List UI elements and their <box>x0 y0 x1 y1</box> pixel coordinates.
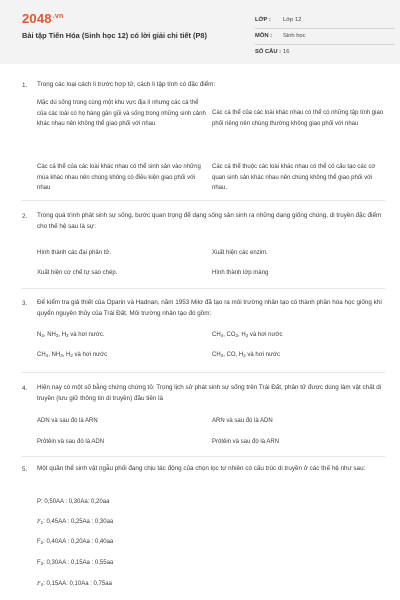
q5-genotype-row <box>37 537 207 549</box>
subscript: 4 <box>45 353 49 358</box>
site-logo[interactable] <box>22 11 63 26</box>
subscript: 2 <box>245 333 249 338</box>
meta-key: LỚP : <box>255 17 271 23</box>
divider <box>22 456 385 457</box>
subscript: 4 <box>220 333 224 338</box>
question-number: 5. <box>22 466 28 473</box>
formula-part: , NH <box>48 352 61 358</box>
formula-part: CH <box>212 332 221 338</box>
q4-option-b[interactable]: ARN và sau đó là ADN <box>212 418 273 424</box>
q5-genotype-row <box>37 558 207 570</box>
q5-genotype-row <box>37 517 207 529</box>
meta-key: MÔN : <box>255 33 273 39</box>
question-3-text: Để kiểm tra giả thiết của Oparin và Hadnan, năm 1953 Milơ đã tạo ra môi trường nhân tạo có thành phần hóa học giống khí quyển nguyên thủy của Trái Đất. Môi trường nhân tạo đó gồm: <box>37 299 383 317</box>
subscript: 4 <box>220 353 224 358</box>
genotype-values: : 0,50AA : 0,30Aa: 0,20aa <box>41 499 110 505</box>
q2-option-d[interactable]: Hình thành lớp màng <box>212 270 269 276</box>
question-number: 1. <box>22 82 28 89</box>
q4-option-a[interactable]: ADN và sau đó là ARN <box>37 418 98 424</box>
logo-text: 2048 <box>22 11 52 26</box>
meta-value: 16 <box>283 49 290 55</box>
page-title: Bài tập Tiến Hóa (Sinh học 12) có lời giải chi tiết (P8) <box>22 31 207 40</box>
meta-value: Sinh học <box>283 33 306 39</box>
q5-genotype-row <box>37 579 207 591</box>
formula-part: và hơi nước <box>245 352 280 358</box>
q1-option-d[interactable]: Các cá thể thuộc các loài khác nhau có thể có cấu tạo các cơ quan sinh sản khác nhau nên chúng không thể giao phối với nhau. <box>212 164 376 191</box>
formula-part: , H <box>238 332 246 338</box>
subscript: 3 <box>40 561 44 566</box>
q2-option-c[interactable]: Xuất hiện cơ chế tự sao chép. <box>37 270 118 276</box>
formula-part: , CO <box>223 332 236 338</box>
divider <box>22 288 385 289</box>
genotype-values: : 0,15AA: 0,10Aa : 0,75aa <box>43 581 112 587</box>
q4-option-c[interactable]: Prôtêin và sau đó là ADN <box>37 439 105 445</box>
generation-label: F <box>37 581 41 587</box>
subscript: 2 <box>40 540 44 545</box>
meta-key: SỐ CÂU : <box>255 49 282 55</box>
genotype-values: : 0,45AA : 0,25Aa : 0,30aa <box>43 519 114 525</box>
generation-label: F <box>37 539 41 545</box>
q3-option-a[interactable] <box>37 330 207 342</box>
divider <box>22 372 385 373</box>
formula-part: , CO, H <box>223 352 244 358</box>
logo-suffix: .vn <box>52 12 64 20</box>
question-2-text: Trong quá trình phát sinh sự sống, bước quan trọng để dạng sống sản sinh ra những dạng giống chúng, di truyền đặc điểm cho thế hệ sau là sự: <box>37 212 382 230</box>
formula-part: CH <box>212 352 221 358</box>
formula-part: và hơi nước <box>72 352 108 358</box>
q4-option-d[interactable]: Prôtêin và sau đó là ARN <box>212 439 280 445</box>
formula-part: và hơi nước <box>248 332 283 338</box>
question-number: 2. <box>22 213 28 220</box>
subscript: 2 <box>70 353 73 358</box>
meta-row-subject <box>255 30 395 45</box>
subscript: 3 <box>55 333 59 338</box>
generation-label: P <box>37 499 42 505</box>
subscript: 2 <box>235 333 239 338</box>
q5-genotype-row <box>37 497 207 508</box>
formula-part: CH <box>37 352 46 358</box>
header <box>0 0 400 64</box>
subscript: 3 <box>60 353 63 358</box>
meta-value: Lớp 12 <box>283 17 302 23</box>
generation-label: F <box>37 519 41 525</box>
divider <box>22 200 385 201</box>
subscript: 2 <box>243 353 246 358</box>
q2-option-b[interactable]: Xuất hiện các enzim. <box>212 250 268 256</box>
q3-option-b[interactable] <box>212 330 387 342</box>
meta-row-class <box>255 14 395 29</box>
question-4-text: Hiện nay có một số bằng chứng chứng tỏ: Trong lịch sử phát sinh sự sống trên Trái Đất, phân tử được dùng làm vật chất di truyền (lưu giữ thông tin di truyền) đầu tiên là <box>37 384 382 402</box>
generation-label: F <box>37 560 41 566</box>
question-1-text: Trong các loại cách li trước hợp tử, cách li tập tính có đặc điểm: <box>37 81 216 88</box>
q3-option-d[interactable] <box>212 350 387 362</box>
genotype-values: : 0,40AA : 0,20Aa : 0,40aa <box>43 539 114 545</box>
q1-option-c[interactable]: Các cá thể của các loài khác nhau có thể sinh sản vào những mùa khác nhau nên chúng không có điều kiện giao phối với nhau <box>37 164 201 191</box>
question-5-text: Một quần thể sinh vật ngẫu phối đang chịu tác động của chọn lọc tự nhiên có cấu trúc di truyền ở các thế hệ như sau: <box>37 465 366 472</box>
q1-option-a[interactable]: Mặc dù sống trong cùng một khu vực địa lí nhưng các cá thể của các loài có họ hàng gần gũi và sống trong những sinh cảnh khác nhau nên không thể giao phối với nhau <box>37 100 206 127</box>
subscript: 2 <box>66 333 69 338</box>
meta-row-count <box>255 46 395 60</box>
q1-option-b[interactable]: Các cá thể của các loài khác nhau có thể có những tập tính giao phối riêng nên chúng thường không giao phối với nhau <box>212 110 384 127</box>
question-number: 3. <box>22 300 28 307</box>
formula-part: và hơi nước. <box>68 332 105 338</box>
q3-option-c[interactable] <box>37 350 207 362</box>
subscript: 2 <box>41 333 44 338</box>
q2-option-a[interactable]: Hình thành các đại phân tử. <box>37 250 112 256</box>
formula-part: , H <box>58 332 67 338</box>
subscript: 1 <box>40 520 44 525</box>
formula-part: , NH <box>43 332 56 338</box>
genotype-values: : 0,30AA : 0,15Aa : 0,55aa <box>43 560 114 566</box>
formula-part: , H <box>62 352 71 358</box>
formula-part: N <box>37 332 42 338</box>
subscript: 4 <box>40 582 44 587</box>
question-number: 4. <box>22 385 28 392</box>
